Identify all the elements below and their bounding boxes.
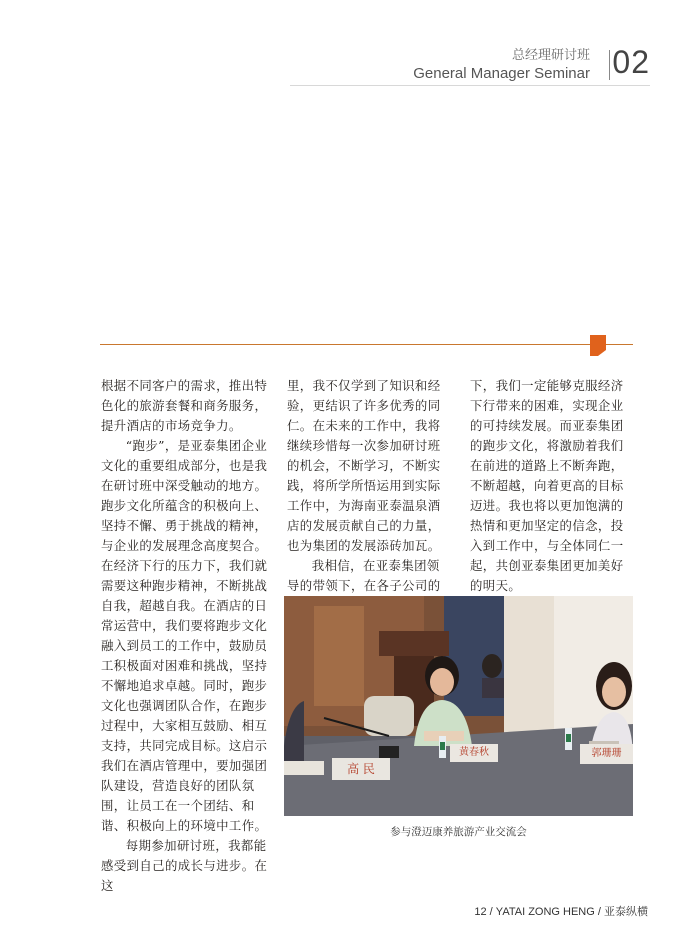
orange-tab-marker [590,335,606,356]
article-column-2 [287,376,452,616]
article-column-1 [101,376,268,896]
section-title-en: General Manager Seminar [413,65,590,82]
nameplate: 黄春秋 [450,744,498,762]
photo-caption: 参与澄迈康养旅游产业交流会 [390,826,527,838]
article-column-3 [470,376,635,596]
paragraph: 下，我们一定能够克服经济下行带来的困难，实现企业的可持续发展。而亚泰集团的跑步文化，将激励着我们在前进的道路上不断奔跑，不断超越，向着更高的目标迈进。我也将以更加饱满的热情和更加坚定的信念，投入到工作中，与全体同仁一起，共创亚泰集团更加美好的明天。 [470,378,624,593]
section-number: 02 [612,44,650,80]
header-rule [290,85,650,86]
footer-separator: / [489,906,493,918]
paragraph: “跑步”，是亚泰集团企业文化的重要组成部分，也是我在研讨班中深受触动的地方。跑步文化所蕴含的积极向上、坚持不懈、勇于挑战的精神，与企业的发展理念高度契合。在经济下行的压力下，我们就需要这种跑步精神，不断挑战自我，超越自我。在酒店的日常运营中，我们要将跑步文化融入到员工的工作中，鼓励员工积极面对困难和挑战，坚持不懈地追求卓越。同时，跑步文化也强调团队合作，在跑步过程中，大家相互鼓励、相互支持，共同完成目标。这启示我们在酒店管理中，要加强团队建设，营造良好的团队氛围，让员工在一个团结、和谐、积极向上的环境中工作。 [101,438,268,833]
paragraph: 里，我不仅学到了知识和经验，更结识了许多优秀的同仁。在未来的工作中，我将继续珍惜每一次参加研讨班的机会，不断学习，不断实践，将所学所悟运用到实际工作中，为海南亚泰温泉酒店的发展贡献自己的力量，也为集团的发展添砖加瓦。 [287,378,441,553]
paragraph: 我相信，在亚泰集团领导的带领下，在各子公司的 [287,558,441,593]
page-footer [474,903,648,919]
content-rule [100,344,633,345]
nameplate: 郭珊珊 [580,744,633,764]
page-number: 12 [474,906,487,918]
conference-photo [284,596,633,816]
nameplate: 高 民 [332,758,390,780]
footer-separator: / [597,906,601,918]
magazine-name-cn: 亚泰纵横 [604,905,648,918]
section-title-cn: 总经理研讨班 [511,48,590,63]
photo-illustration [284,596,633,816]
paragraph: 根据不同客户的需求，推出特色化的旅游套餐和商务服务，提升酒店的市场竞争力。 [101,378,268,433]
header-divider [609,50,610,80]
header-text [413,48,590,83]
magazine-name-en: YATAI ZONG HENG [495,906,595,918]
paragraph: 每期参加研讨班，我都能感受到自己的成长与进步。在这 [101,838,268,893]
